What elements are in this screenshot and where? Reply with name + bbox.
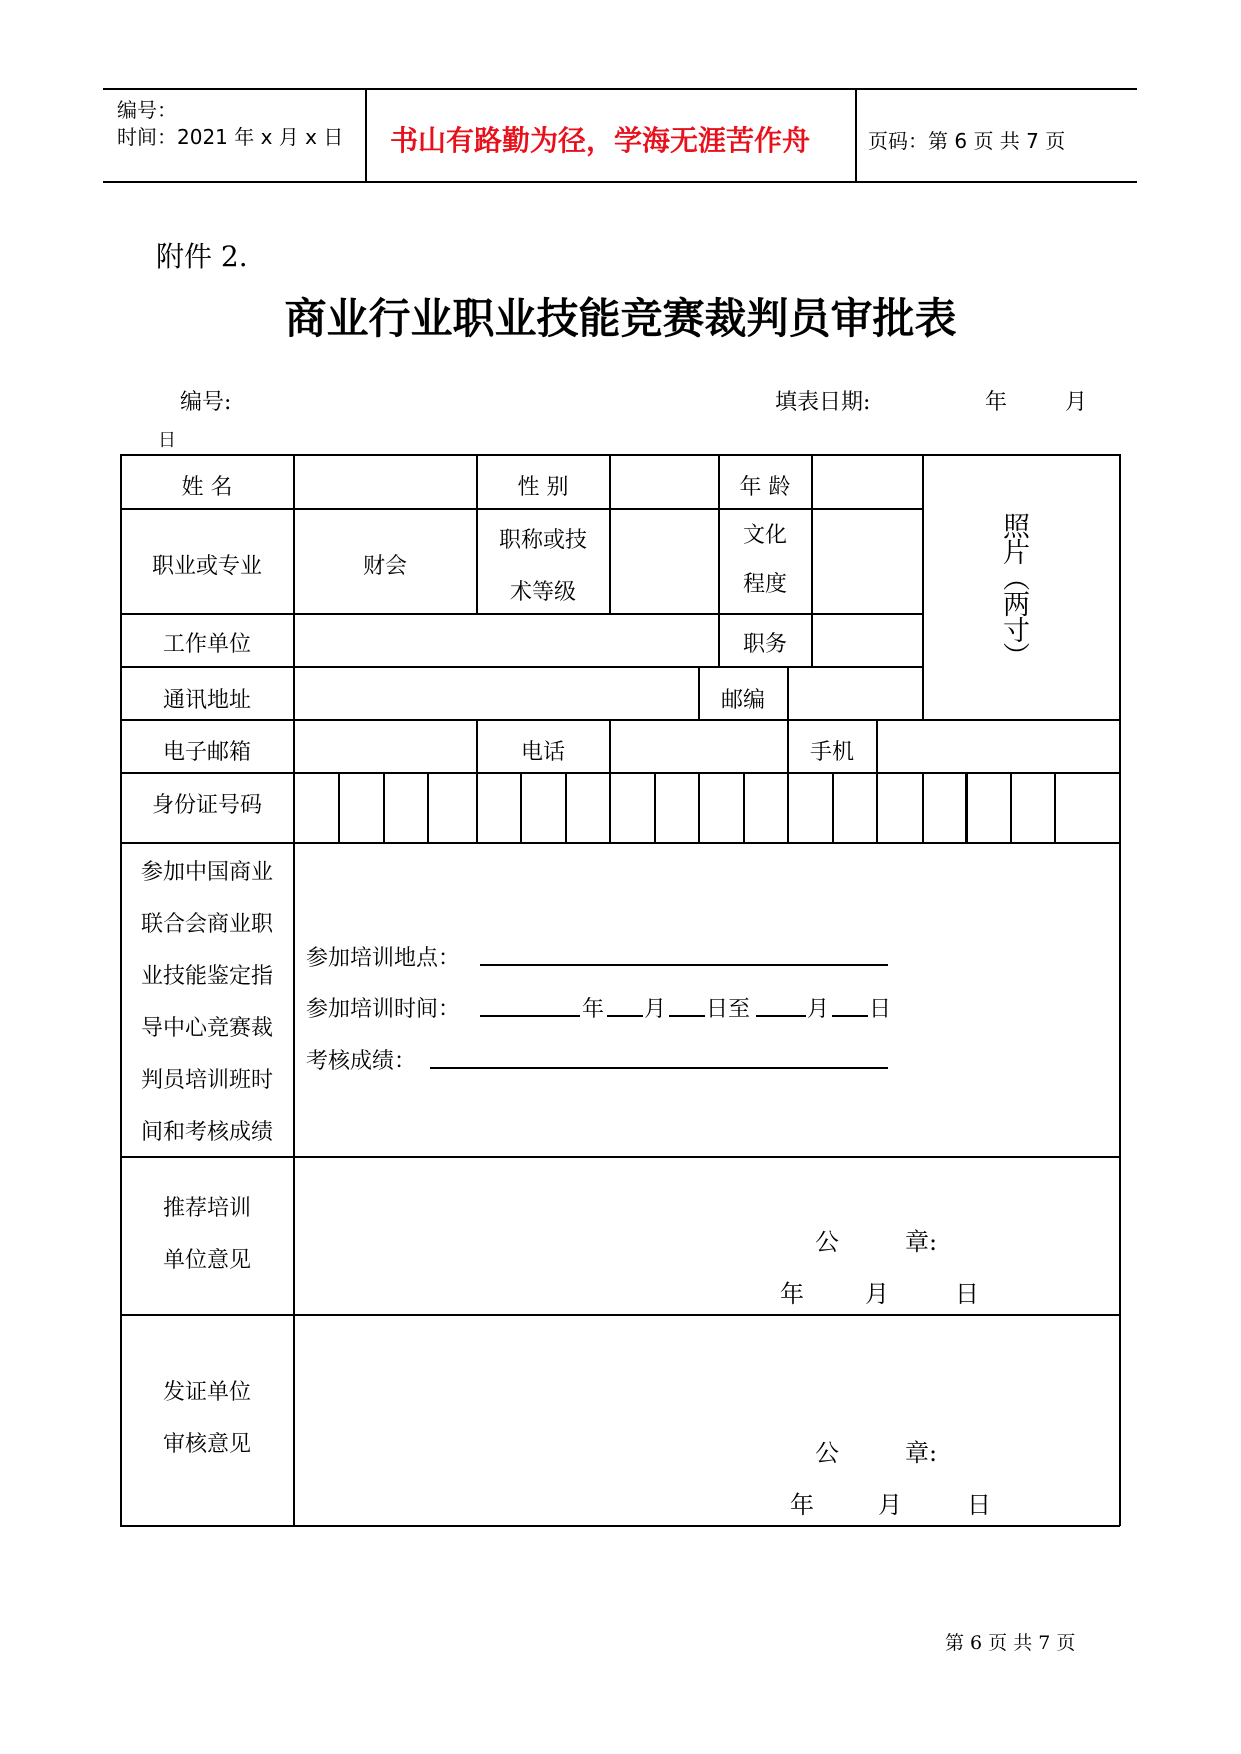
gender-label: 性 别 xyxy=(517,475,569,500)
education-label-line2: 程度 xyxy=(742,572,787,597)
training-time-day-line[interactable] xyxy=(669,1015,705,1017)
attachment-label: 附件 2. xyxy=(156,240,248,273)
fill-date-year: 年 xyxy=(985,390,1008,415)
recommend-label-line2: 单位意见 xyxy=(162,1248,251,1273)
recommend-label-line1: 推荐培训 xyxy=(162,1196,251,1221)
row-line-6 xyxy=(120,842,1120,844)
issuer-date-day: 日 xyxy=(967,1491,991,1519)
position-field[interactable] xyxy=(813,615,921,665)
title-field[interactable] xyxy=(611,510,717,612)
training-time-day2-line[interactable] xyxy=(832,1015,868,1017)
training-time-month2: 月 xyxy=(807,997,830,1022)
training-label-line: 间和考核成绩 xyxy=(140,1120,273,1145)
recommend-date-month: 月 xyxy=(865,1280,889,1308)
issuer-date-month: 月 xyxy=(878,1491,902,1519)
training-time-month-line[interactable] xyxy=(607,1015,643,1017)
training-time-month2-line[interactable] xyxy=(756,1015,806,1017)
age-field[interactable] xyxy=(813,456,921,507)
training-time-day2: 日 xyxy=(869,997,892,1022)
occupation-label: 职业或专业 xyxy=(151,554,262,579)
row-line-1 xyxy=(120,508,924,510)
education-field[interactable] xyxy=(813,510,921,612)
postcode-field[interactable] xyxy=(789,668,921,718)
training-label-line: 联合会商业职 xyxy=(140,912,273,937)
position-label: 职务 xyxy=(742,632,787,657)
training-time-label: 参加培训时间： xyxy=(306,997,461,1022)
recommend-opinion-field[interactable] xyxy=(295,1158,1118,1313)
issuer-label-line2: 审核意见 xyxy=(162,1432,251,1457)
training-time-year: 年 xyxy=(582,997,605,1022)
footer-page-number: 第 6 页 共 7 页 xyxy=(945,1632,1076,1654)
email-label: 电子邮箱 xyxy=(162,740,251,765)
fill-date-month: 月 xyxy=(1065,390,1088,415)
training-label-line: 导中心竞赛裁 xyxy=(140,1016,273,1041)
address-label: 通讯地址 xyxy=(162,688,251,713)
issuer-opinion-field[interactable] xyxy=(295,1316,1118,1524)
issuer-seal-zhang: 章: xyxy=(905,1439,938,1467)
header-motto: 书山有路勤为径，学海无涯苦作舟 xyxy=(390,124,811,157)
header-time-label: 时间：2021 年 x 月 x 日 xyxy=(117,125,344,149)
address-field[interactable] xyxy=(295,668,697,718)
name-label: 姓 名 xyxy=(181,475,233,500)
fill-date-label: 填表日期: xyxy=(775,390,871,415)
header-divider-right xyxy=(855,88,857,182)
postcode-label: 邮编 xyxy=(720,688,765,713)
exam-score-label: 考核成绩： xyxy=(306,1049,417,1074)
id-number-label: 身份证号码 xyxy=(151,793,262,818)
occupation-value[interactable]: 财会 xyxy=(362,554,407,579)
page-title: 商业行业职业技能竞赛裁判员审批表 xyxy=(284,294,957,343)
header-divider-left xyxy=(365,88,367,182)
recommend-seal-zhang: 章: xyxy=(905,1228,938,1256)
header-page-label: 页码：第 6 页 共 7 页 xyxy=(868,129,1066,153)
form-number-label: 编号: xyxy=(180,390,232,415)
table-right xyxy=(1119,454,1121,1526)
issuer-date-year: 年 xyxy=(790,1491,814,1519)
training-place-line[interactable] xyxy=(480,964,888,966)
exam-score-line[interactable] xyxy=(430,1067,888,1069)
training-time-day-to: 日至 xyxy=(706,997,751,1022)
header-bottom-rule xyxy=(103,181,1137,183)
workplace-label: 工作单位 xyxy=(162,632,251,657)
training-time-month: 月 xyxy=(644,997,667,1022)
training-label-line: 参加中国商业 xyxy=(140,860,273,885)
recommend-date-year: 年 xyxy=(780,1280,804,1308)
issuer-label-line1: 发证单位 xyxy=(162,1380,251,1405)
training-time-year-line[interactable] xyxy=(480,1015,580,1017)
training-label-line: 业技能鉴定指 xyxy=(140,964,273,989)
header-top-rule xyxy=(103,88,1137,90)
education-label-line1: 文化 xyxy=(742,523,787,548)
gender-field[interactable] xyxy=(611,456,717,507)
age-label: 年 龄 xyxy=(739,475,791,500)
phone-field[interactable] xyxy=(611,721,786,771)
id-number-field[interactable] xyxy=(295,774,1118,841)
recommend-date-day: 日 xyxy=(955,1280,979,1308)
mobile-label: 手机 xyxy=(809,740,854,765)
name-field[interactable] xyxy=(295,456,475,507)
fill-date-day: 日 xyxy=(158,430,176,451)
title-label-line2: 术等级 xyxy=(509,580,576,605)
mobile-field[interactable] xyxy=(878,721,1118,771)
recommend-seal-gong: 公 xyxy=(815,1228,839,1256)
phone-label: 电话 xyxy=(520,740,565,765)
table-bottom xyxy=(120,1525,1120,1527)
issuer-seal-gong: 公 xyxy=(815,1439,839,1467)
title-label-line1: 职称或技 xyxy=(498,528,587,553)
header-number-label: 编号： xyxy=(117,98,177,122)
table-left xyxy=(120,454,122,1526)
email-field[interactable] xyxy=(295,721,475,771)
training-place-label: 参加培训地点： xyxy=(306,946,461,971)
photo-label: 照片（两寸） xyxy=(998,512,1029,668)
training-label-line: 判员培训班时 xyxy=(140,1068,273,1093)
workplace-field[interactable] xyxy=(295,615,717,665)
